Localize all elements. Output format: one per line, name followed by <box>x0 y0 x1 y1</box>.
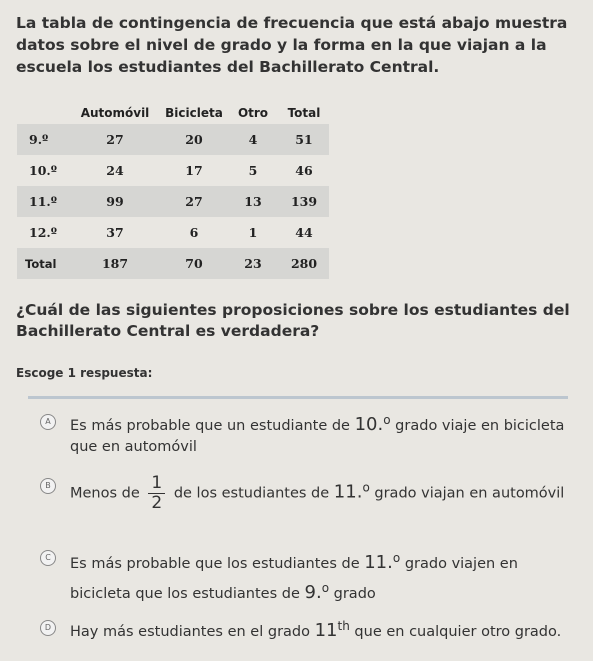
radio-button-a[interactable]: A <box>40 414 56 430</box>
table-cell: 51 <box>295 132 313 147</box>
column-header: Otro <box>237 106 269 120</box>
option-a-text: Es más probable que un estudiante de 10.$^o$ grado viaje en bicicleta que en automóvil <box>70 413 565 455</box>
table-cell: 20 <box>185 132 203 147</box>
table-cell: 27 <box>106 132 124 147</box>
radio-button-c[interactable]: C <box>40 550 56 566</box>
answer-option-d[interactable] <box>40 616 580 642</box>
table-cell: 6 <box>189 225 199 240</box>
column-header: Bicicleta <box>165 106 223 120</box>
table-total-row <box>17 248 329 279</box>
radio-button-d[interactable]: D <box>40 620 56 636</box>
radio-button-b[interactable]: B <box>40 478 56 494</box>
option-d-text: Hay más estudiantes en el grado 11th que en cualquier otro grado. <box>70 619 562 641</box>
table-corner <box>17 102 69 124</box>
answer-option-b[interactable] <box>40 474 580 526</box>
divider <box>28 396 568 399</box>
table-cell: 70 <box>185 256 203 271</box>
table-row <box>17 186 329 217</box>
question-text: ¿Cuál de las siguientes proposiciones sobre los estudiantes del Bachillerato Central es verdadera? <box>16 301 570 340</box>
answer-option-c[interactable] <box>40 546 580 603</box>
fraction: $\frac{1}{2}$ <box>148 474 165 513</box>
table-cell: 280 <box>290 256 318 271</box>
row-header: 9.º <box>29 132 49 147</box>
table-cell: 17 <box>185 163 203 178</box>
table-cell: 1 <box>248 225 258 240</box>
row-header: 11.º <box>29 194 57 209</box>
intro-text: La tabla de contingencia de frecuencia que está abajo muestra datos sobre el nivel de grado y la forma en la que viajan a la escuela los estudiantes del Bachillerato Central. <box>16 14 568 76</box>
table-cell: 99 <box>106 194 124 209</box>
table-cell: 13 <box>244 194 262 209</box>
table-cell: 46 <box>295 163 313 178</box>
column-header: Automóvil <box>80 106 150 120</box>
table-cell: 44 <box>295 225 313 240</box>
row-header: Total <box>25 256 57 271</box>
table-cell: 139 <box>290 194 318 209</box>
row-header: 12.º <box>29 225 57 240</box>
answer-prompt: Escoge 1 respuesta: <box>16 366 153 380</box>
column-header: Total <box>287 106 321 120</box>
table-cell: 23 <box>244 256 262 271</box>
table-cell: 27 <box>185 194 203 209</box>
table-cell: 37 <box>106 225 124 240</box>
table-cell: 4 <box>248 132 258 147</box>
option-c-text: Es más probable que los estudiantes de 11.$^o$ grado viajen en bicicleta que los estudiantes de 9.$^o$ grado <box>70 551 518 603</box>
table-cell: 24 <box>106 163 124 178</box>
table-header-row <box>17 102 329 124</box>
table-cell: 5 <box>248 163 258 178</box>
option-b-text: Menos de $\frac{1}{2}$ de los estudiantes de 11.$^o$ grado viajan en automóvil <box>70 473 565 513</box>
contingency-table <box>17 102 329 279</box>
answer-option-a[interactable] <box>40 410 580 454</box>
table-row <box>17 217 329 248</box>
table-row <box>17 155 329 186</box>
row-header: 10.º <box>29 163 57 178</box>
table-cell: 187 <box>101 256 129 271</box>
table-row <box>17 124 329 155</box>
